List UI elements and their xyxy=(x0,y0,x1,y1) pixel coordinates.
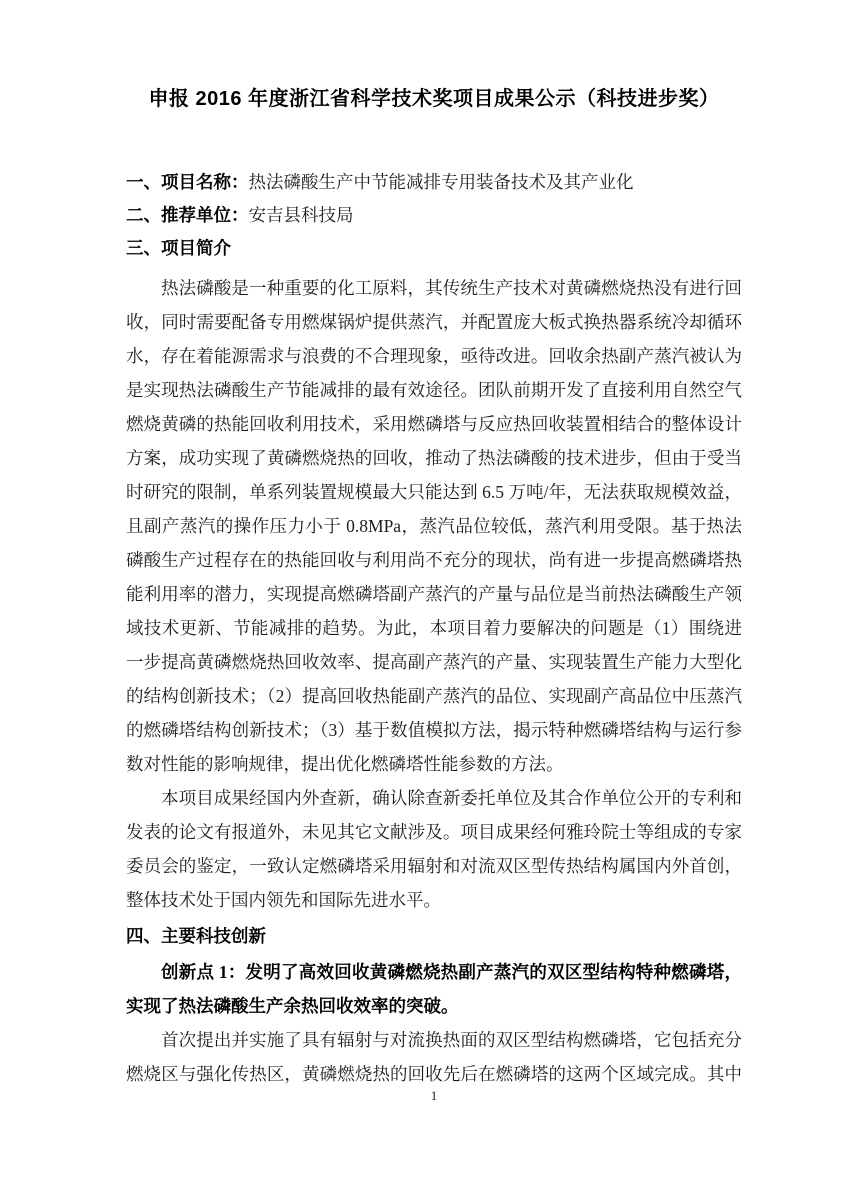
meta-line-project-summary-heading xyxy=(126,232,742,265)
meta-block xyxy=(126,166,742,265)
project-summary-heading-label: 三、项目简介 xyxy=(126,238,231,258)
project-name-value: 热法磷酸生产中节能减排专用装备技术及其产业化 xyxy=(248,172,634,192)
paragraph-line: 实现了热法磷酸生产余热回收效率的突破。 xyxy=(126,996,459,1016)
paragraph-line: 且副产蒸汽的操作压力小于 0.8MPa，蒸汽品位较低，蒸汽利用受限。基于热法 xyxy=(126,516,742,536)
intro-paragraph xyxy=(126,271,742,781)
novelty-paragraph xyxy=(126,781,742,917)
paragraph-line: 磷酸生产过程存在的热能回收与利用尚不充分的现状，尚有进一步提高燃磷塔热 xyxy=(126,550,742,570)
paragraph-line: 是实现热法磷酸生产节能减排的最有效途径。团队前期开发了直接利用自然空气 xyxy=(126,380,742,400)
paragraph-line: 燃烧区与强化传热区，黄磷燃烧热的回收先后在燃磷塔的这两个区域完成。其中 xyxy=(126,1064,742,1084)
paragraph-line: 发表的论文有报道外，未见其它文献涉及。项目成果经何雅玲院士等组成的专家 xyxy=(126,822,742,842)
recommending-unit-value: 安吉县科技局 xyxy=(248,205,354,225)
innovation1-body-paragraph xyxy=(126,1023,742,1091)
meta-line-recommending-unit xyxy=(126,199,742,232)
paragraph-line: 一步提高黄磷燃烧热回收效率、提高副产蒸汽的产量、实现装置生产能力大型化 xyxy=(126,652,742,672)
paragraph-line: 收，同时需要配备专用燃煤锅炉提供蒸汽，并配置庞大板式换热器系统冷却循环 xyxy=(126,312,742,332)
paragraph-line: 时研究的限制，单系列装置规模最大只能达到 6.5 万吨/年，无法获取规模效益， xyxy=(126,482,742,502)
paragraph-line: 的燃磷塔结构创新技术；（3）基于数值模拟方法，揭示特种燃磷塔结构与运行参 xyxy=(126,720,742,740)
document-content xyxy=(126,0,742,1091)
paragraph-line: 本项目成果经国内外查新，确认除查新委托单位及其合作单位公开的专利和 xyxy=(161,788,742,808)
innovation1-bold-paragraph xyxy=(126,955,742,1023)
paragraph-line: 域技术更新、节能减排的趋势。为此，本项目着力要解决的问题是（1）围绕进 xyxy=(126,618,742,638)
paragraph-line: 水，存在着能源需求与浪费的不合理现象，亟待改进。回收余热副产蒸汽被认为 xyxy=(126,346,742,366)
document-title: 申报 2016 年度浙江省科学技术奖项目成果公示（科技进步奖） xyxy=(148,88,720,110)
section-heading-main-innovations: 四、主要科技创新 xyxy=(126,926,266,946)
paragraph-line: 热法磷酸是一种重要的化工原料，其传统生产技术对黄磷燃烧热没有进行回 xyxy=(161,278,742,298)
recommending-unit-label: 二、推荐单位： xyxy=(126,205,249,225)
page-number: 1 xyxy=(430,1088,438,1103)
paragraph-line: 的结构创新技术；（2）提高回收热能副产蒸汽的品位、实现副产高品位中压蒸汽 xyxy=(126,686,742,706)
paragraph-line: 方案，成功实现了黄磷燃烧热的回收，推动了热法磷酸的技术进步，但由于受当 xyxy=(126,448,742,468)
paragraph-line: 燃烧黄磷的热能回收利用技术，采用燃磷塔与反应热回收装置相结合的整体设计 xyxy=(126,414,742,434)
paragraph-line: 委员会的鉴定，一致认定燃磷塔采用辐射和对流双区型传热结构属国内外首创， xyxy=(126,856,742,876)
paragraph-line: 创新点 1：发明了高效回收黄磷燃烧热副产蒸汽的双区型结构特种燃磷塔， xyxy=(161,962,742,982)
paragraph-line: 首次提出并实施了具有辐射与对流换热面的双区型结构燃磷塔，它包括充分 xyxy=(161,1030,742,1050)
paragraph-line: 数对性能的影响规律，提出优化燃磷塔性能参数的方法。 xyxy=(126,754,564,774)
paragraph-line: 能利用率的潜力，实现提高燃磷塔副产蒸汽的产量与品位是当前热法磷酸生产领 xyxy=(126,584,742,604)
paragraph-line: 整体技术处于国内领先和国际先进水平。 xyxy=(126,890,441,910)
project-name-label: 一、项目名称： xyxy=(126,172,249,192)
meta-line-project-name xyxy=(126,166,742,199)
